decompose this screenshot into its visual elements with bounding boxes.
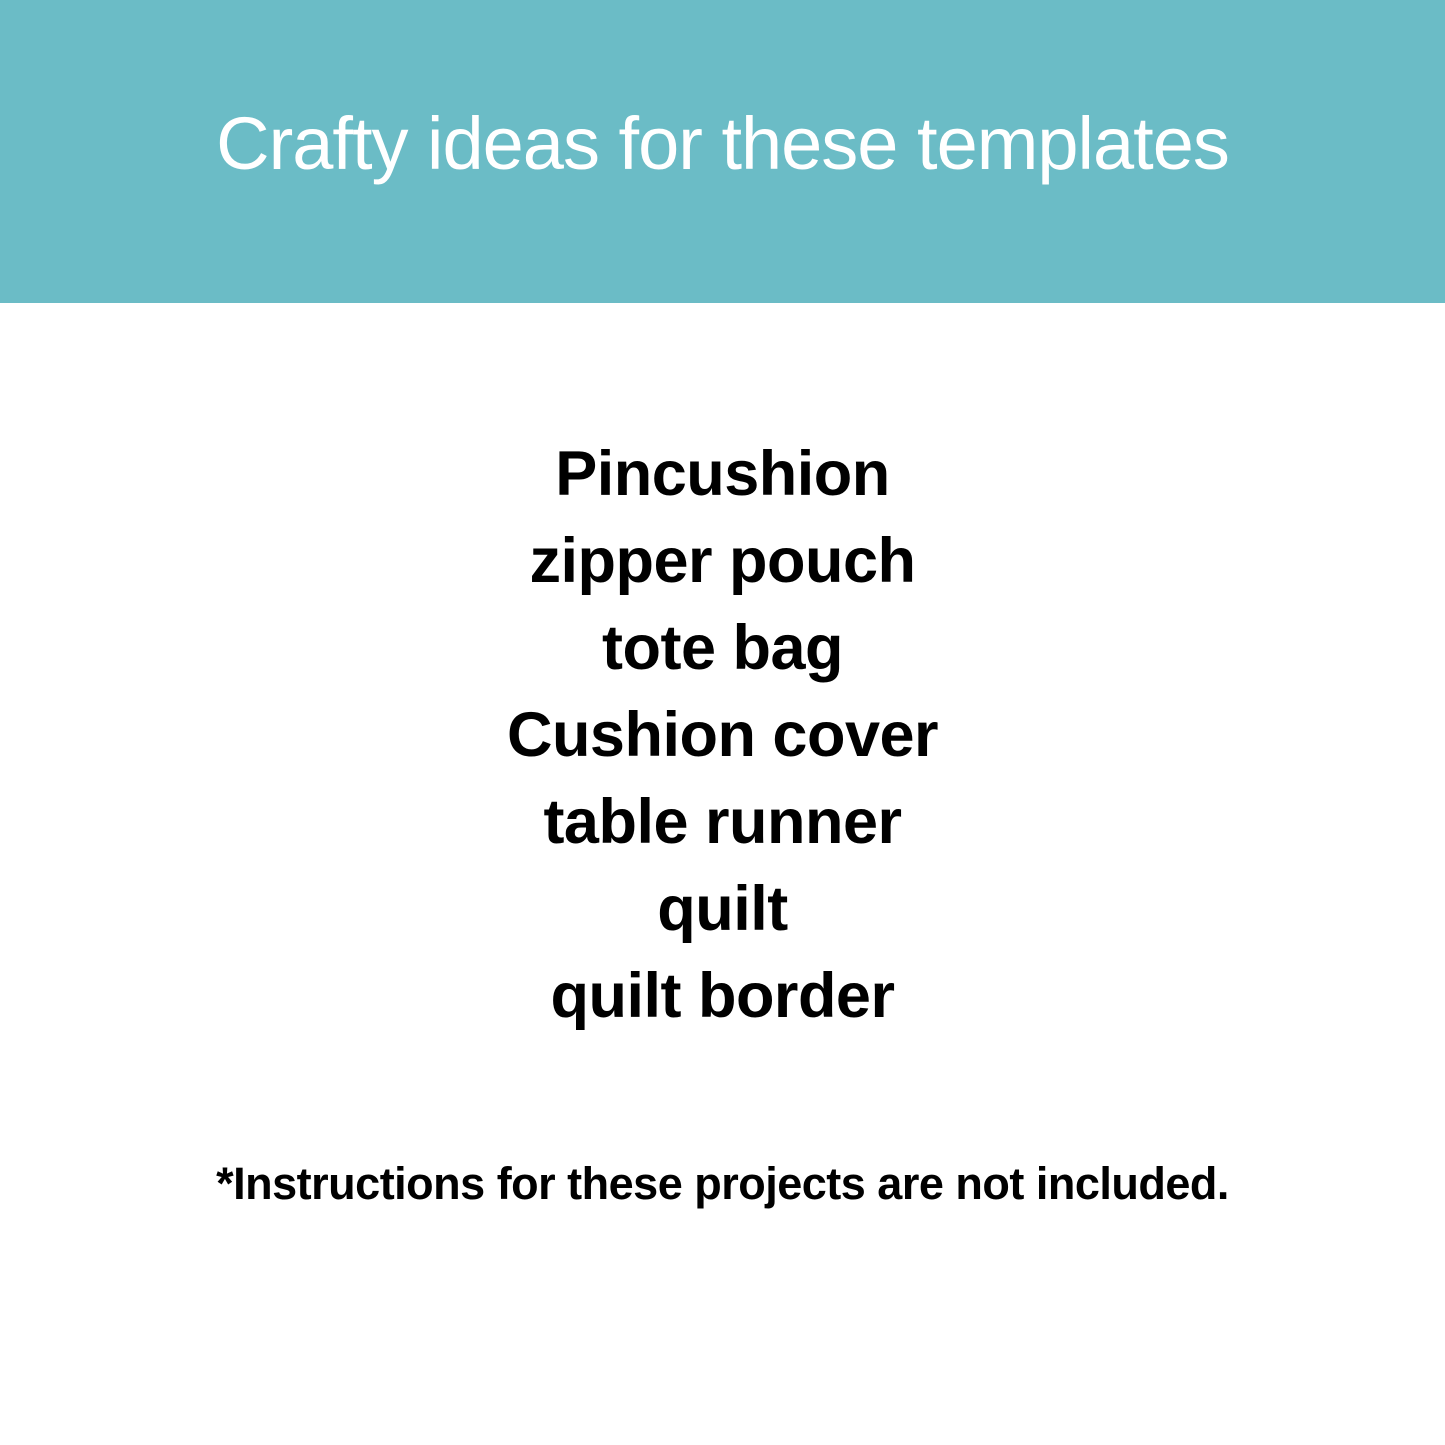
list-item: zipper pouch [529,525,916,596]
list-item: quilt border [550,960,895,1031]
list-item: Cushion cover [506,699,939,770]
content-area [0,303,1445,1445]
footnote-text: *Instructions for these projects are not included. [216,1157,1229,1209]
list-item: tote bag [602,612,843,683]
page-title: Crafty ideas for these templates [216,101,1229,185]
ideas-list [507,431,938,1040]
list-item: table runner [543,786,902,857]
list-item: Pincushion [555,439,890,509]
list-item: quilt [657,873,788,944]
header-banner [0,0,1445,303]
